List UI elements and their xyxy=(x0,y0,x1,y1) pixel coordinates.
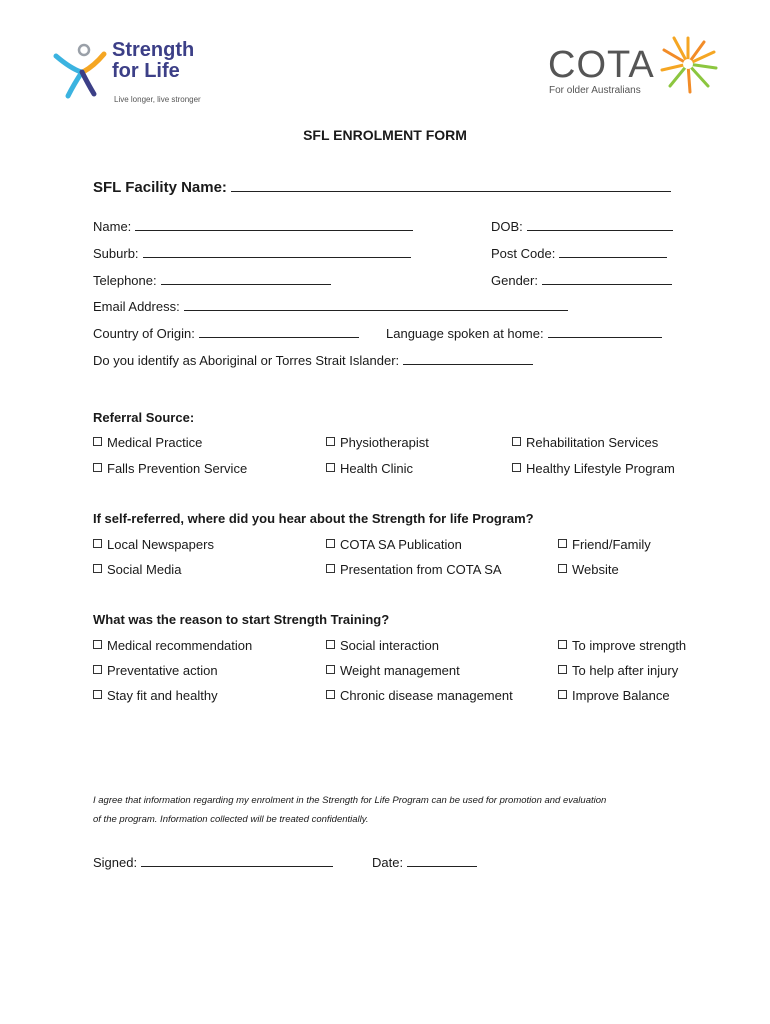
postcode-label: Post Code: xyxy=(491,246,556,261)
signed-field xyxy=(93,853,333,870)
checkbox-icon xyxy=(558,539,567,548)
option-label: Chronic disease management xyxy=(340,688,513,703)
sfl-logo-line1: Strength xyxy=(112,39,195,61)
cota-wordmark: COTA xyxy=(548,44,655,86)
checkbox-icon xyxy=(512,463,521,472)
suburb-label: Suburb: xyxy=(93,246,139,261)
checkbox-icon xyxy=(326,690,335,699)
option-label: Website xyxy=(572,562,619,577)
consent-line-1: I agree that information regarding my enrolment in the Strength for Life Program can be used for promotion and evaluation xyxy=(93,795,607,806)
reason-after-injury-checkbox[interactable] xyxy=(558,663,678,678)
referral-falls-prevention-checkbox[interactable] xyxy=(93,461,247,476)
language-input[interactable] xyxy=(548,324,662,338)
referral-heading: Referral Source: xyxy=(93,410,195,425)
checkbox-icon xyxy=(326,539,335,548)
date-field xyxy=(372,853,477,870)
facility-name-input[interactable] xyxy=(231,178,671,192)
checkbox-icon xyxy=(326,665,335,674)
source-social-media-checkbox[interactable] xyxy=(93,562,181,577)
country-field xyxy=(93,324,359,341)
dob-field xyxy=(491,217,673,234)
checkbox-icon xyxy=(93,437,102,446)
telephone-field xyxy=(93,271,331,288)
dob-input[interactable] xyxy=(527,217,673,231)
referral-medical-practice-checkbox[interactable] xyxy=(93,435,202,450)
reason-weight-management-checkbox[interactable] xyxy=(326,663,460,678)
cota-sunburst-icon xyxy=(652,28,724,100)
signed-label: Signed: xyxy=(93,855,138,870)
gender-input[interactable] xyxy=(542,271,672,285)
language-label: Language spoken at home: xyxy=(386,326,544,341)
cota-logo xyxy=(548,28,728,103)
telephone-label: Telephone: xyxy=(93,273,157,288)
option-label: Weight management xyxy=(340,663,460,678)
option-label: Health Clinic xyxy=(340,461,413,476)
form-title: SFL ENROLMENT FORM xyxy=(303,127,467,143)
aboriginal-label: Do you identify as Aboriginal or Torres Strait Islander: xyxy=(93,353,400,368)
checkbox-icon xyxy=(558,665,567,674)
email-label: Email Address: xyxy=(93,299,180,314)
name-label: Name: xyxy=(93,219,132,234)
sfl-figure-icon xyxy=(52,42,110,102)
option-label: Improve Balance xyxy=(572,688,670,703)
source-presentation-checkbox[interactable] xyxy=(326,562,502,577)
option-label: Social Media xyxy=(107,562,182,577)
email-input[interactable] xyxy=(184,297,568,311)
reason-stay-fit-checkbox[interactable] xyxy=(93,688,218,703)
gender-field xyxy=(491,271,672,288)
checkbox-icon xyxy=(93,665,102,674)
checkbox-icon xyxy=(93,539,102,548)
referral-healthy-lifestyle-checkbox[interactable] xyxy=(512,461,675,476)
name-input[interactable] xyxy=(135,217,413,231)
aboriginal-field xyxy=(93,351,533,368)
option-label: Friend/Family xyxy=(572,537,651,552)
checkbox-icon xyxy=(558,690,567,699)
postcode-field xyxy=(491,244,667,261)
suburb-input[interactable] xyxy=(143,244,411,258)
checkbox-icon xyxy=(93,564,102,573)
reason-improve-strength-checkbox[interactable] xyxy=(558,638,686,653)
checkbox-icon xyxy=(326,564,335,573)
reason-preventative-action-checkbox[interactable] xyxy=(93,663,218,678)
source-cota-publication-checkbox[interactable] xyxy=(326,537,462,552)
option-label: Stay fit and healthy xyxy=(107,688,218,703)
gender-label: Gender: xyxy=(491,273,538,288)
checkbox-icon xyxy=(93,690,102,699)
sfl-logo-line2: for Life xyxy=(112,60,180,82)
checkbox-icon xyxy=(558,640,567,649)
source-local-newspapers-checkbox[interactable] xyxy=(93,537,214,552)
option-label: Social interaction xyxy=(340,638,439,653)
sfl-tagline: Live longer, live stronger xyxy=(114,95,201,104)
option-label: Medical Practice xyxy=(107,435,203,450)
dob-label: DOB: xyxy=(491,219,523,234)
option-label: Rehabilitation Services xyxy=(526,435,659,450)
referral-physiotherapist-checkbox[interactable] xyxy=(326,435,429,450)
option-label: To improve strength xyxy=(572,638,687,653)
option-label: COTA SA Publication xyxy=(340,537,462,552)
option-label: Local Newspapers xyxy=(107,537,214,552)
reason-heading: What was the reason to start Strength Training? xyxy=(93,612,390,627)
name-field xyxy=(93,217,413,234)
option-label: To help after injury xyxy=(572,663,679,678)
telephone-input[interactable] xyxy=(161,271,331,285)
option-label: Healthy Lifestyle Program xyxy=(526,461,675,476)
suburb-field xyxy=(93,244,411,261)
source-friend-family-checkbox[interactable] xyxy=(558,537,651,552)
date-input[interactable] xyxy=(407,853,477,867)
email-field xyxy=(93,297,568,314)
checkbox-icon xyxy=(93,463,102,472)
country-input[interactable] xyxy=(199,324,359,338)
strength-for-life-logo xyxy=(52,40,222,110)
checkbox-icon xyxy=(558,564,567,573)
aboriginal-input[interactable] xyxy=(403,351,533,365)
option-label: Medical recommendation xyxy=(107,638,253,653)
referral-rehabilitation-checkbox[interactable] xyxy=(512,435,658,450)
signed-input[interactable] xyxy=(141,853,333,867)
reason-improve-balance-checkbox[interactable] xyxy=(558,688,670,703)
facility-name-label: SFL Facility Name: xyxy=(93,179,227,196)
postcode-input[interactable] xyxy=(559,244,667,258)
reason-social-interaction-checkbox[interactable] xyxy=(326,638,439,653)
self-referred-heading: If self-referred, where did you hear about the Strength for life Program? xyxy=(93,511,534,526)
source-website-checkbox[interactable] xyxy=(558,562,619,577)
reason-medical-recommendation-checkbox[interactable] xyxy=(93,638,252,653)
checkbox-icon xyxy=(93,640,102,649)
language-field xyxy=(386,324,662,341)
option-label: Presentation from COTA SA xyxy=(340,562,502,577)
checkbox-icon xyxy=(326,437,335,446)
referral-health-clinic-checkbox[interactable] xyxy=(326,461,413,476)
option-label: Preventative action xyxy=(107,663,218,678)
checkbox-icon xyxy=(326,463,335,472)
reason-chronic-disease-checkbox[interactable] xyxy=(326,688,513,703)
option-label: Physiotherapist xyxy=(340,435,429,450)
sfl-logo-text xyxy=(112,40,194,82)
consent-line-2: of the program. Information collected will be treated confidentially. xyxy=(93,814,369,825)
facility-name-field xyxy=(93,178,671,196)
checkbox-icon xyxy=(512,437,521,446)
country-label: Country of Origin: xyxy=(93,326,195,341)
checkbox-icon xyxy=(326,640,335,649)
option-label: Falls Prevention Service xyxy=(107,461,248,476)
cota-tagline: For older Australians xyxy=(549,85,641,96)
date-label: Date: xyxy=(372,855,404,870)
